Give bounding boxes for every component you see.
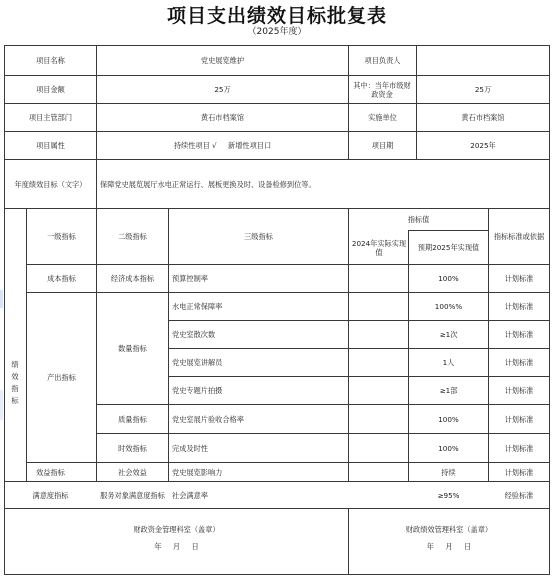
basis-cell: 计划标准 <box>504 302 534 311</box>
level3-cell: 水电正常保障率 <box>172 302 223 311</box>
municipal-fund-value: 25万 <box>474 85 492 94</box>
actual-2024-cell <box>349 349 408 376</box>
level3-cell: 党史室展片验收合格率 <box>172 414 244 424</box>
level2-quantity-indicator: 数量指标 <box>118 344 147 353</box>
project-owner-label: 项目负责人 <box>364 56 401 65</box>
level1-benefit-indicator: 效益指标 <box>36 467 65 477</box>
expected-2025-cell: 持续 <box>441 467 456 477</box>
actual-2024-cell <box>349 293 408 320</box>
level3-cell: 党史室散次数 <box>172 330 216 339</box>
level1-header: 一级指标 <box>47 232 76 241</box>
level1-cost-indicator: 成本指标 <box>47 274 76 283</box>
actual-2024-header: 2024年实际实现值 <box>351 238 407 257</box>
level3-cell: 党史展览讲解员 <box>172 358 223 367</box>
level3-cell: 社会满意率 <box>172 490 208 500</box>
level3-cell: 党史专题片拍摄 <box>172 386 223 395</box>
project-period-label: 项目期 <box>371 141 394 150</box>
project-amount-value: 25万 <box>214 85 231 94</box>
project-attribute-value: 持续性项目 √ 新增性项目口 <box>173 141 272 150</box>
level3-cell: 完成及时性 <box>172 443 208 453</box>
expected-2025-cell: 100% <box>438 443 459 453</box>
expected-2025-cell: ≥95% <box>437 490 460 500</box>
expected-2025-cell: 1人 <box>442 358 455 367</box>
page-title: 项目支出绩效目标批复表 <box>166 5 387 27</box>
supervising-dept-value: 黄石市档案馆 <box>200 113 245 122</box>
implementing-unit-label: 实施单位 <box>368 113 397 122</box>
year-note: （2025年度） <box>247 27 307 37</box>
basis-cell: 计划标准 <box>504 414 534 424</box>
level2-service-satisfaction: 服务对象满意度指标 <box>100 490 165 500</box>
municipal-fund-label: 其中：当年市级财政资金 <box>353 80 411 99</box>
basis-cell: 计划标准 <box>504 467 534 477</box>
performance-management-seal-label: 财政绩效管理科室（盖章） <box>405 524 493 534</box>
performance-management-date: 年 月 日 <box>426 541 472 551</box>
level1-output-indicator: 产出指标 <box>47 373 76 382</box>
indicator-value-header: 指标值 <box>407 215 430 224</box>
project-owner-value <box>417 46 549 75</box>
level3-cell: 预算控制率 <box>172 274 208 283</box>
actual-2024-cell <box>349 482 408 508</box>
table-border-right <box>549 45 550 575</box>
level3-cell: 党史展览影响力 <box>172 467 223 477</box>
row-selection-marker <box>0 290 3 308</box>
indicator-basis-header: 指标标准或依据 <box>493 232 545 241</box>
level2-header: 二级指标 <box>118 232 147 241</box>
expected-2025-cell: ≥1次 <box>439 330 458 339</box>
annual-goal-label: 年度绩效目标（文字） <box>14 179 87 189</box>
actual-2024-cell <box>349 434 408 462</box>
project-attribute-label: 项目属性 <box>36 141 65 150</box>
project-name-value: 党史展览维护 <box>200 56 245 65</box>
expected-2025-header: 预期2025年实现值 <box>417 243 480 252</box>
project-name-label: 项目名称 <box>36 56 65 65</box>
annual-goal-text: 保障党史展览展厅水电正常运行、展板更换及时、设备检修到位等。 <box>100 179 316 189</box>
implementing-unit-value: 黄石市档案馆 <box>461 113 505 122</box>
project-amount-label: 项目金额 <box>36 85 65 94</box>
row-selection-marker <box>0 390 3 420</box>
expected-2025-cell: 100%% <box>434 302 463 311</box>
actual-2024-cell <box>349 321 408 348</box>
actual-2024-cell <box>349 463 408 481</box>
row-divider <box>4 508 550 509</box>
basis-cell: 计划标准 <box>504 330 534 339</box>
performance-indicator-side-label: 绩效指标 <box>11 360 19 405</box>
expected-2025-cell: 100% <box>438 414 459 424</box>
actual-2024-cell <box>349 405 408 433</box>
level2-quality-indicator: 质量指标 <box>118 414 147 424</box>
actual-2024-cell <box>349 265 408 292</box>
basis-cell: 经验标准 <box>504 490 534 500</box>
actual-2024-cell <box>349 377 408 404</box>
expected-2025-cell: ≥1部 <box>439 386 458 395</box>
level2-cell: 经济成本指标 <box>110 274 155 283</box>
basis-cell: 计划标准 <box>504 443 534 453</box>
supervising-dept-label: 项目主管部门 <box>28 113 73 122</box>
level1-satisfaction-indicator: 满意度指标 <box>32 490 69 500</box>
level2-timeliness-indicator: 时效指标 <box>118 443 147 453</box>
fund-management-seal-label: 财政资金管理科室（盖章） <box>133 524 220 534</box>
level2-social-benefit: 社会效益 <box>118 467 147 477</box>
table-border-bottom <box>4 574 550 575</box>
fund-management-date: 年 月 日 <box>154 541 199 551</box>
level3-header: 三级指标 <box>244 232 273 241</box>
basis-cell: 计划标准 <box>504 358 534 367</box>
project-period-value: 2025年 <box>470 141 496 150</box>
basis-cell: 计划标准 <box>504 386 534 395</box>
approval-table <box>4 45 550 575</box>
expected-2025-cell: 100% <box>438 274 459 283</box>
basis-cell: 计划标准 <box>504 274 534 283</box>
